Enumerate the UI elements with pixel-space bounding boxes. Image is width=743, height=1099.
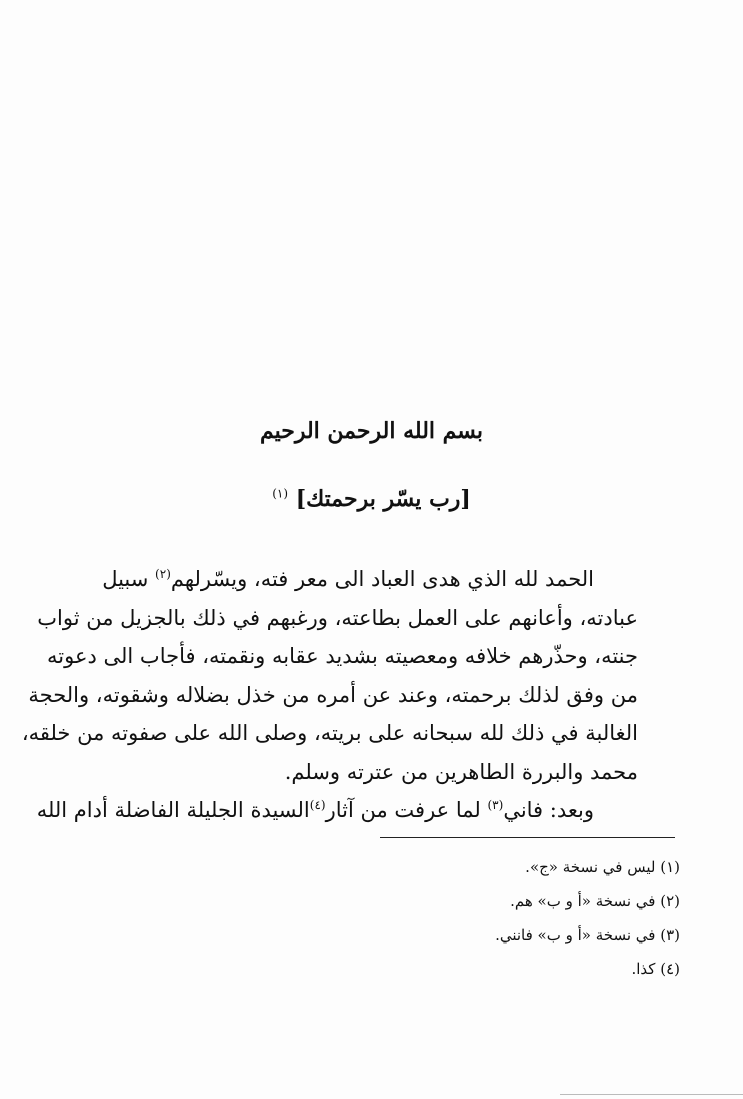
body-line-7-text-c: السيدة الجليلة الفاضلة أدام الله — [36, 798, 310, 822]
body-line-1 — [102, 560, 638, 599]
body-line-5: الغالبة في ذلك لله سبحانه على بريته، وصلى الله على صفوته من خلقه، — [21, 721, 638, 745]
footnote-1: (١) ليس في نسخة «ج». — [525, 858, 680, 876]
body-line-3: جنته، وحذّرهم خلافه ومعصيته بشديد عقابه ونقمته، فأجاب الى دعوته — [47, 644, 638, 668]
body-line-7-text-b: لما عرفت من آثار — [325, 798, 488, 822]
invocation-heading — [0, 486, 743, 512]
body-line-4: من وفق لذلك برحمته، وعند عن أمره من خذل بضلاله وشقوته، والحجة — [28, 682, 638, 707]
invocation-text: [رب يسّر برحمتك] — [295, 486, 471, 512]
body-line-7 — [36, 791, 638, 830]
body-paragraph — [21, 560, 638, 830]
footnotes-list — [380, 850, 680, 986]
footnote-2: (٢) في نسخة «أ و ب» هم. — [510, 892, 680, 910]
page-edge-line — [560, 1094, 743, 1095]
body-line-7-text-a: وبعد: فاني — [503, 798, 594, 822]
footnote-divider — [380, 837, 675, 838]
body-line-2: عبادته، وأعانهم على العمل بطاعته، ورغبهم في ذلك بالجزيل من ثواب — [37, 605, 638, 630]
footnote-ref-3: (٣) — [487, 798, 504, 812]
footnote-ref-4: (٤) — [309, 798, 326, 812]
footnote-4: (٤) كذا. — [631, 960, 680, 978]
body-line-6: محمد والبررة الطاهرين من عترته وسلم. — [284, 759, 638, 784]
footnote-3: (٣) في نسخة «أ و ب» فانني. — [495, 926, 680, 944]
body-line-1-text-b: سبيل — [102, 567, 156, 591]
basmala-heading: بسم الله الرحمن الرحيم — [259, 418, 484, 444]
body-line-1-text-a: الحمد لله الذي هدى العباد الى معر فته، ويسّرلهم — [170, 567, 594, 591]
footnote-ref-2: (٢) — [155, 567, 171, 581]
footnote-ref-1: (١) — [272, 486, 289, 501]
